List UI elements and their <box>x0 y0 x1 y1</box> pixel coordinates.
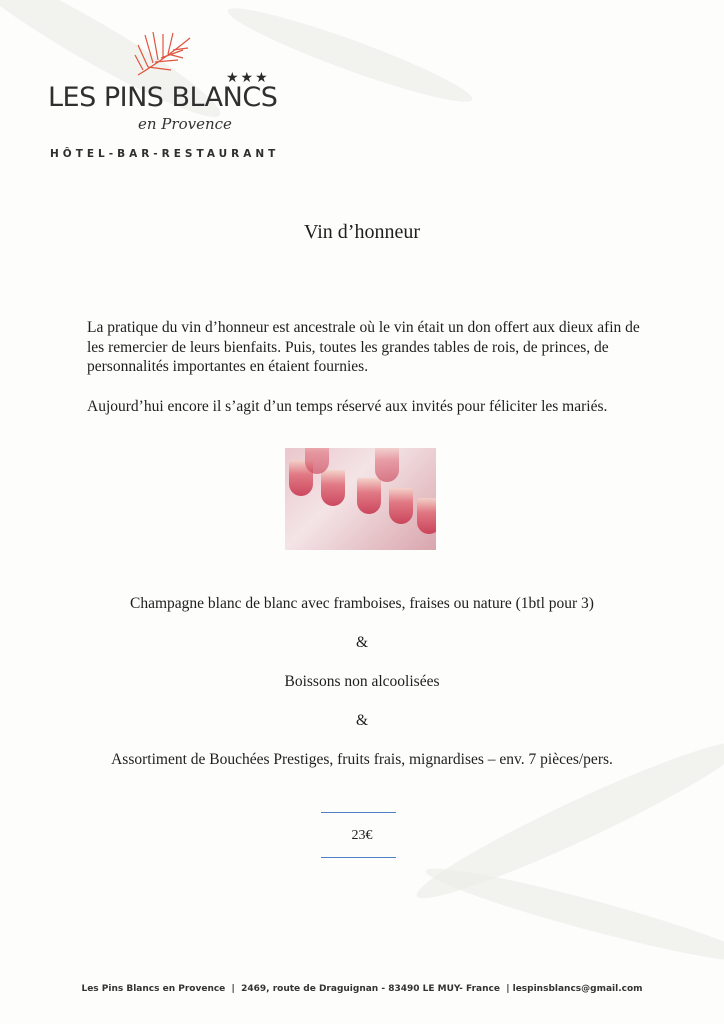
footer-contact: Les Pins Blancs en Provence | 2469, route de Draguignan - 83490 LE MUY- France | lespinsblancs@gmail.com <box>81 984 643 994</box>
menu-item-champagne: Champagne blanc de blanc avec framboises, fraises ou nature (1btl pour 3) <box>130 595 594 612</box>
page-title: Vin d’honneur <box>304 221 420 243</box>
brand-tagline: HÔTEL-BAR-RESTAURANT <box>50 148 280 160</box>
menu-item-soft-drinks: Boissons non alcoolisées <box>284 673 440 690</box>
brand-name: LES PINS BLANCS <box>48 82 278 113</box>
hotel-logo <box>48 30 288 170</box>
rating-stars: ★★★ <box>226 70 270 86</box>
price-rule-top <box>321 812 396 813</box>
brand-subtitle: en Provence <box>138 115 232 133</box>
intro-paragraph: La pratique du vin d’honneur est ancestrale où le vin était un don offert aux dieux afin de les remercier de leurs bienfaits. Puis, toutes les grandes tables de rois, de princes, de personnalités importantes en étaient fournies. <box>87 319 640 375</box>
menu-separator: & <box>355 712 369 729</box>
champagne-glasses-photo <box>285 448 436 550</box>
pine-branch-icon <box>133 30 193 80</box>
intro-paragraph-2: Aujourd’hui encore il s’agit d’un temps réservé aux invités pour féliciter les mariés. <box>87 398 608 415</box>
menu-item-bouchees: Assortiment de Bouchées Prestiges, fruits frais, mignardises – env. 7 pièces/pers. <box>111 751 613 768</box>
menu-separator: & <box>355 634 369 651</box>
price-rule-bottom <box>321 857 396 858</box>
price: 23€ <box>351 828 373 843</box>
